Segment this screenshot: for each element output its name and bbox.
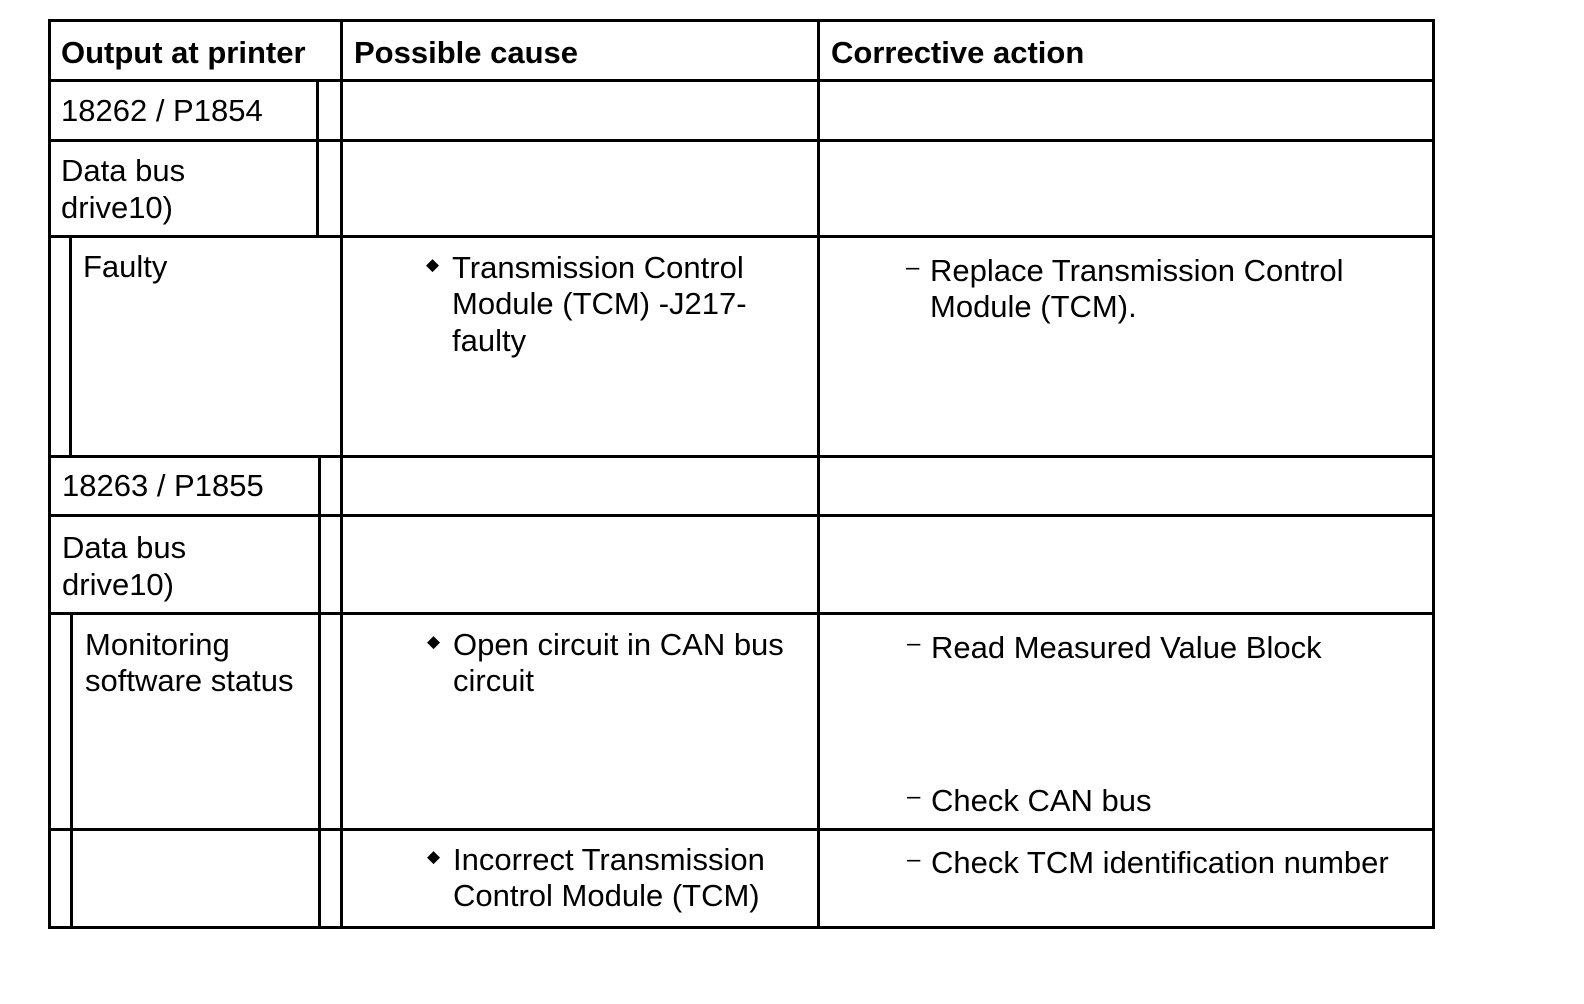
rule-row5-bottom <box>48 612 1435 615</box>
rule-indent-a <box>69 235 72 458</box>
component-line1: Data bus <box>61 153 186 188</box>
dash-icon: – <box>907 630 921 657</box>
dash-icon: – <box>907 783 921 810</box>
condition-faulty: Faulty <box>83 249 168 284</box>
rule-right <box>1432 19 1435 929</box>
action-check-can: Check CAN bus <box>931 783 1152 818</box>
rule-indent-b <box>70 612 73 929</box>
action-line2: Module (TCM). <box>930 289 1137 324</box>
condition-line1: Monitoring <box>85 627 230 662</box>
code-18263: 18263 / P1855 <box>62 468 264 503</box>
cause-line3: faulty <box>452 323 527 358</box>
condition-line2: software status <box>85 663 294 698</box>
rule-left <box>48 19 51 929</box>
component-line2: drive10) <box>62 567 174 602</box>
rule-row6-bottom <box>48 828 1435 831</box>
bullet-icon: ◆ <box>427 632 441 651</box>
bullet-icon: ◆ <box>427 847 441 866</box>
header-cause: Possible cause <box>354 35 579 70</box>
cause-line1: Transmission Control <box>452 250 744 285</box>
cause1-line2: circuit <box>453 663 534 698</box>
rule-inner-a <box>316 79 319 238</box>
cause-line2: Module (TCM) -J217- <box>452 286 747 321</box>
dash-icon: – <box>907 846 921 873</box>
component-line2: drive10) <box>61 190 173 225</box>
cause2-line2: Control Module (TCM) <box>453 878 760 913</box>
cause2-line1: Incorrect Transmission <box>453 842 765 877</box>
rule-header-bottom <box>48 79 1435 82</box>
rule-row1-bottom <box>48 139 1435 142</box>
action-check-tcm-id: Check TCM identification number <box>931 845 1389 880</box>
rule-row3-bottom <box>48 455 1435 458</box>
header-output: Output at printer <box>61 35 306 70</box>
component-line1: Data bus <box>62 530 187 565</box>
rule-col-action <box>817 19 820 929</box>
bullet-icon: ◆ <box>426 255 440 274</box>
rule-top <box>48 19 1435 22</box>
rule-row2-bottom <box>48 235 1435 238</box>
rule-col-cause <box>340 19 343 929</box>
rule-inner-b <box>318 455 321 929</box>
cause1-line1: Open circuit in CAN bus <box>453 627 784 662</box>
dash-icon: – <box>906 254 920 281</box>
code-18262: 18262 / P1854 <box>61 93 263 128</box>
rule-bottom <box>48 926 1435 929</box>
header-action: Corrective action <box>831 35 1085 70</box>
rule-row4-bottom <box>48 514 1435 517</box>
action-line1: Replace Transmission Control <box>930 253 1344 288</box>
action-read-mvb: Read Measured Value Block <box>931 630 1322 665</box>
